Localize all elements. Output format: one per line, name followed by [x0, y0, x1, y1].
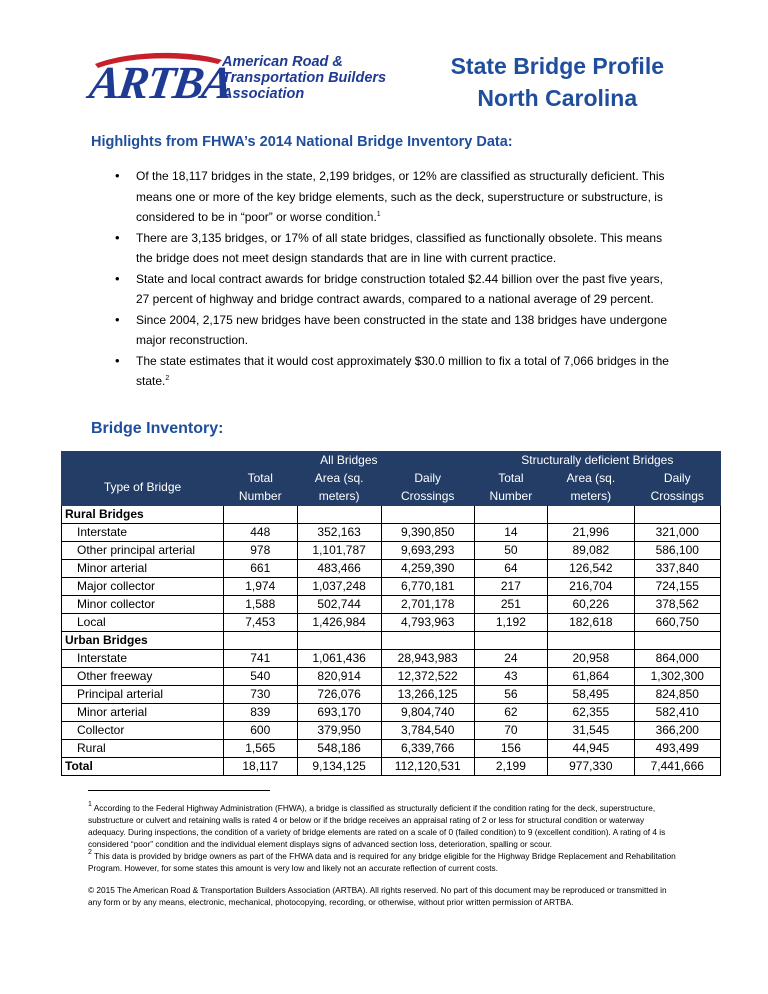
- table-cell: Other freeway: [62, 668, 224, 686]
- table-cell: 13,266,125: [381, 686, 474, 704]
- table-cell: [381, 632, 474, 650]
- table-cell: [634, 632, 720, 650]
- table-cell: 9,804,740: [381, 704, 474, 722]
- table-cell: 126,542: [548, 560, 634, 578]
- table-cell: 24: [474, 650, 547, 668]
- title-line-2: North Carolina: [477, 85, 638, 111]
- table-cell: 44,945: [548, 740, 634, 758]
- table-cell: 7,453: [224, 614, 297, 632]
- table-cell: 31,545: [548, 722, 634, 740]
- table-row: [62, 650, 721, 668]
- table-cell: 582,410: [634, 704, 720, 722]
- table-cell: 216,704: [548, 578, 634, 596]
- footnote-2: $^2$ This data is provided by bridge owners as part of the FHWA data and is required for any bridge eligible for the Highway Bridge Replacement and Rehabilitation Program. However, for some states this amount is very low and likely not an accurate reflection of current costs.: [88, 849, 676, 873]
- table-cell: 1,565: [224, 740, 297, 758]
- table-cell: 839: [224, 704, 297, 722]
- total-row: [62, 758, 721, 776]
- table-cell: 6,339,766: [381, 740, 474, 758]
- footnote-divider: [88, 790, 270, 791]
- table-cell: 1,037,248: [297, 578, 381, 596]
- table-row: [62, 524, 721, 542]
- table-cell: 156: [474, 740, 547, 758]
- table-cell: 448: [224, 524, 297, 542]
- table-cell: 56: [474, 686, 547, 704]
- table-cell: Local: [62, 614, 224, 632]
- table-cell: 12,372,522: [381, 668, 474, 686]
- table-row: [62, 596, 721, 614]
- table-cell: 9,693,293: [381, 542, 474, 560]
- table-cell: 741: [224, 650, 297, 668]
- page-title: [451, 50, 664, 114]
- table-cell: 50: [474, 542, 547, 560]
- table-cell: Interstate: [62, 524, 224, 542]
- footnote-ref: 1: [376, 211, 381, 218]
- table-cell: 379,950: [297, 722, 381, 740]
- artba-logo: [86, 50, 390, 110]
- table-cell: [224, 632, 297, 650]
- footnote-1: $^1$ According to the Federal Highway Administration (FHWA), a bridge is classified as structurally deficient if the condition rating for the deck, superstructure, substructure or culvert and retaining walls is rated 4 or below or if the bridge receives an appraisal rating of 2 or less for structural condition or waterway adequacy. During inspections, the condition of a variety of bridge elements are rated on a scale of 0 (failed condition) to 9 (excellent condition). A rating of 4 is considered “poor” condition and the individual element displays signs of advanced section loss, deterioration, spalling or scour.: [88, 801, 666, 849]
- table-cell: [224, 506, 297, 524]
- title-line-1: State Bridge Profile: [450, 53, 664, 79]
- table-cell: 1,426,984: [297, 614, 381, 632]
- table-row: [62, 704, 721, 722]
- table-cell: Rural: [62, 740, 224, 758]
- table-cell: [474, 632, 547, 650]
- col-header-daily: Daily: [634, 470, 720, 488]
- table-cell: 43: [474, 668, 547, 686]
- table-cell: 3,784,540: [381, 722, 474, 740]
- table-cell: 337,840: [634, 560, 720, 578]
- table-cell: 693,170: [297, 704, 381, 722]
- table-cell: 28,943,983: [381, 650, 474, 668]
- table-row: [62, 578, 721, 596]
- table-cell: 600: [224, 722, 297, 740]
- table-cell: 4,793,963: [381, 614, 474, 632]
- table-cell: 1,974: [224, 578, 297, 596]
- group-row-rural: [62, 506, 721, 524]
- table-cell: 61,864: [548, 668, 634, 686]
- table-cell: Other principal arterial: [62, 542, 224, 560]
- table-cell: 1,101,787: [297, 542, 381, 560]
- list-item: • There are 3,135 bridges, or 17% of all state bridges, classified as functionally obsolete. This means the bridge does not meet design standards that are in line with current practice.: [115, 228, 675, 269]
- table-cell: 352,163: [297, 524, 381, 542]
- table-cell: [297, 632, 381, 650]
- table-cell: Urban Bridges: [62, 632, 224, 650]
- table-cell: 586,100: [634, 542, 720, 560]
- col-header-area: Area (sq.: [297, 470, 381, 488]
- table-cell: 660,750: [634, 614, 720, 632]
- table-cell: 2,701,178: [381, 596, 474, 614]
- logo-mark: ARTBA: [86, 57, 235, 108]
- table-cell: 1,302,300: [634, 668, 720, 686]
- logo-org-name: American Road & Transportation Builders Association: [222, 54, 387, 102]
- group-header-sd: Structurally deficient Bridges: [474, 452, 720, 470]
- table-cell: 864,000: [634, 650, 720, 668]
- list-item: • Since 2004, 2,175 new bridges have been constructed in the state and 138 bridges have undergone major reconstruction.: [115, 310, 675, 351]
- table-cell: Total: [62, 758, 224, 776]
- copyright-notice: © 2015 The American Road & Transportation Builders Association (ARTBA). All rights reserved. No part of this document may be reproduced or transmitted in any form or by any means, electronic, mechanical, photocopying, recording, or otherwise, without prior written permission of ARTBA.: [88, 885, 667, 907]
- table-cell: 7,441,666: [634, 758, 720, 776]
- table-cell: 483,466: [297, 560, 381, 578]
- table-cell: 18,117: [224, 758, 297, 776]
- table-cell: 1,192: [474, 614, 547, 632]
- table-cell: 64: [474, 560, 547, 578]
- table-cell: 661: [224, 560, 297, 578]
- col-header-total: Total: [224, 470, 297, 488]
- table-cell: 60,226: [548, 596, 634, 614]
- list-item: • State and local contract awards for bridge construction totaled $2.44 billion over the past five years, 27 percent of highway and bridge contract awards, compared to a national average of 29 percent.: [115, 269, 675, 310]
- table-cell: 89,082: [548, 542, 634, 560]
- table-cell: 112,120,531: [381, 758, 474, 776]
- table-cell: 378,562: [634, 596, 720, 614]
- table-cell: 251: [474, 596, 547, 614]
- table-cell: Minor collector: [62, 596, 224, 614]
- highlights-list: [115, 166, 675, 392]
- table-cell: 182,618: [548, 614, 634, 632]
- table-cell: 493,499: [634, 740, 720, 758]
- table-cell: 1,061,436: [297, 650, 381, 668]
- table-cell: Minor arterial: [62, 560, 224, 578]
- table-cell: [297, 506, 381, 524]
- table-row: [62, 560, 721, 578]
- table-cell: 2,199: [474, 758, 547, 776]
- table-cell: 502,744: [297, 596, 381, 614]
- table-cell: 20,958: [548, 650, 634, 668]
- col-header-area: Area (sq.: [548, 470, 634, 488]
- table-row: [62, 668, 721, 686]
- table-cell: Major collector: [62, 578, 224, 596]
- table-cell: [474, 506, 547, 524]
- inventory-heading: Bridge Inventory:: [91, 420, 224, 437]
- table-row: [62, 722, 721, 740]
- table-cell: [548, 506, 634, 524]
- table-cell: Principal arterial: [62, 686, 224, 704]
- table-row: [62, 542, 721, 560]
- table-cell: 978: [224, 542, 297, 560]
- table-cell: Rural Bridges: [62, 506, 224, 524]
- table-cell: 548,186: [297, 740, 381, 758]
- footnote-ref: 2: [165, 375, 170, 382]
- table-cell: 730: [224, 686, 297, 704]
- table-row: [62, 614, 721, 632]
- group-header-all: All Bridges: [224, 452, 475, 470]
- table-cell: 9,390,850: [381, 524, 474, 542]
- table-cell: 58,495: [548, 686, 634, 704]
- table-cell: 4,259,390: [381, 560, 474, 578]
- table-body: [62, 506, 721, 776]
- table-cell: 726,076: [297, 686, 381, 704]
- table-row: [62, 686, 721, 704]
- table-cell: [381, 506, 474, 524]
- table-cell: [548, 632, 634, 650]
- col-header-total: Total: [474, 470, 547, 488]
- col-header-daily: Daily: [381, 470, 474, 488]
- table-cell: 540: [224, 668, 297, 686]
- table-cell: 366,200: [634, 722, 720, 740]
- table-cell: 14: [474, 524, 547, 542]
- table-cell: 9,134,125: [297, 758, 381, 776]
- group-row-urban: [62, 632, 721, 650]
- table-cell: 21,996: [548, 524, 634, 542]
- table-cell: Minor arterial: [62, 704, 224, 722]
- table-cell: 824,850: [634, 686, 720, 704]
- table-cell: 62,355: [548, 704, 634, 722]
- table-row: [62, 740, 721, 758]
- table-cell: 724,155: [634, 578, 720, 596]
- table-cell: Collector: [62, 722, 224, 740]
- table-cell: [634, 506, 720, 524]
- table-cell: 1,588: [224, 596, 297, 614]
- table-cell: 62: [474, 704, 547, 722]
- table-cell: 820,914: [297, 668, 381, 686]
- table-cell: 6,770,181: [381, 578, 474, 596]
- highlights-heading: Highlights from FHWA’s 2014 National Bridge Inventory Data:: [91, 134, 513, 150]
- col-header-type: Type of Bridge: [62, 470, 224, 506]
- table-cell: 70: [474, 722, 547, 740]
- footnotes: [88, 802, 678, 908]
- list-item: • The state estimates that it would cost approximately $30.0 million to fix a total of 7,066 bridges in the state.$^2$: [115, 351, 675, 392]
- table-cell: 977,330: [548, 758, 634, 776]
- table-cell: 217: [474, 578, 547, 596]
- table-cell: 321,000: [634, 524, 720, 542]
- table-cell: Interstate: [62, 650, 224, 668]
- bridge-inventory-table: All Bridges Structurally deficient Bridges Type of Bridge Total Area (sq. Daily Total Area (sq. Daily Number meters) Crossings Number meters) Crossings Rural Bridges Interstate 448 352,163 9,390,850 14 21,996 321,000 Other principal arterial 978 1,101,787 9,693,293 50 89,082 586,100 Minor arterial 661 483,466 4,259,390 64 126,542 337,840 Major collector 1,974 1,037,248 6,770,181 217 216,704 724,155 Minor collector 1,588 502,744 2,701,178 251 60,226 378,562 Local 7,453 1,426,984 4,793,963 1,192 182,618 660,750 Urban Bridges Interstate 741 1,061,436 28,943,983 24 20,958 864,000 Other freeway 540 820,914 12,372,522 43 61,864 1,302,300 Principal arterial 730 726,076 13,266,125 56 58,495 824,850 Minor arterial 839 693,170 9,804,740 62 62,355 582,410 Collector 600 379,950 3,784,540 70 31,545 366,200 Rural 1,565 548,186 6,339,766 156 44,945 493,499 Total 18,117 9,134,125 112,120,531 2,199 977,330 7,441,666: [61, 451, 721, 776]
- list-item: • Of the 18,117 bridges in the state, 2,199 bridges, or 12% are classified as structurally deficient. This means one or more of the key bridge elements, such as the deck, superstructure or substructure, is considered to be in “poor” or worse condition.$^1$: [115, 166, 675, 228]
